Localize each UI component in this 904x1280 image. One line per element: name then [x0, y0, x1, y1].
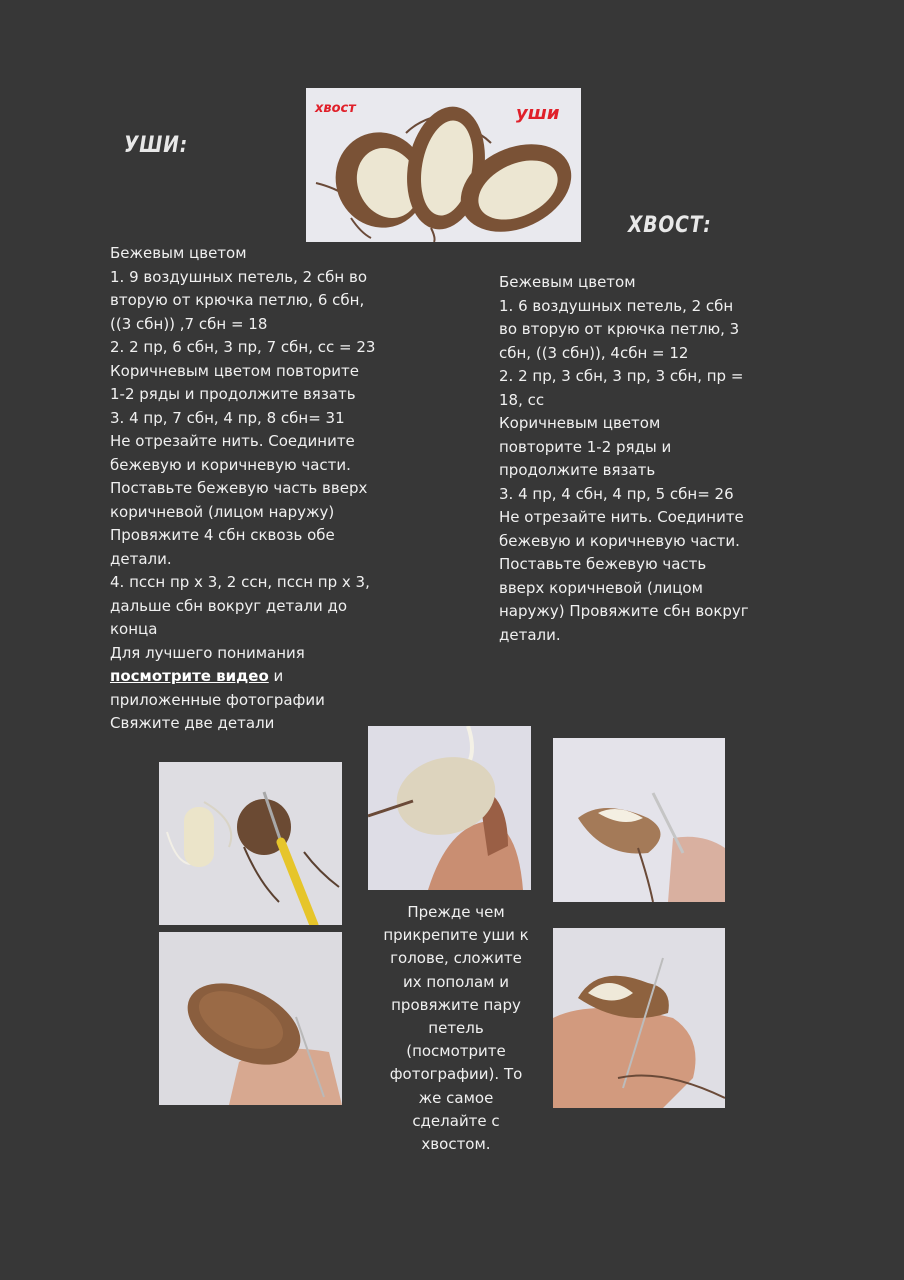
- tail-line: Не отрезайте нить. Соедините: [499, 508, 744, 526]
- video-suffix: и: [268, 667, 284, 685]
- ears-line: Бежевым цветом: [110, 244, 247, 262]
- ears-line: Не отрезайте нить. Соедините: [110, 432, 355, 450]
- top-photo-ears-and-tail: [306, 88, 581, 242]
- photo-folded-ear-in-hand: [553, 928, 725, 1108]
- ears-line: 1. 9 воздушных петель, 2 сбн во: [110, 267, 368, 286]
- tail-line: 3. 4 пр, 4 сбн, 4 пр, 5 сбн= 26: [499, 484, 734, 503]
- ears-heading: УШИ:: [124, 133, 189, 158]
- photo-two-pieces-with-hook: [159, 762, 342, 925]
- assembly-note: [362, 901, 550, 1156]
- ears-line: Свяжите две детали: [110, 714, 275, 732]
- tail-line: сбн, ((3 сбн)), 4сбн = 12: [499, 343, 689, 362]
- photo-folded-beige-piece: [368, 726, 531, 890]
- tail-heading: ХВОСТ:: [628, 213, 712, 238]
- note-line: провяжите пару: [391, 995, 521, 1014]
- ears-line: Провяжите 4 сбн сквозь обе: [110, 526, 335, 544]
- tail-line: во вторую от крючка петлю, 3: [499, 320, 740, 338]
- ears-line: 4. пссн пр х 3, 2 ссн, пссн пр х 3,: [110, 573, 370, 591]
- note-line: голове, сложите: [390, 949, 522, 968]
- tail-line: детали.: [499, 625, 561, 644]
- note-line: их пополам и: [403, 972, 509, 991]
- tail-instructions: [499, 271, 749, 647]
- ears-line: Коричневым цветом повторите: [110, 361, 360, 380]
- tail-line: повторите 1-2 ряды и: [499, 437, 672, 456]
- note-line: сделайте с: [412, 1111, 500, 1130]
- photo-label-ears: уши: [516, 103, 560, 124]
- tail-line: Коричневым цветом: [499, 414, 661, 432]
- photo-joined-piece-with-needle: [553, 738, 725, 902]
- ears-line: приложенные фотографии: [110, 690, 325, 709]
- note-line: хвостом.: [421, 1135, 491, 1154]
- tail-line: Поставьте бежевую часть: [499, 555, 707, 573]
- tail-line: 18, сс: [499, 390, 545, 409]
- note-line: Прежде чем: [407, 903, 505, 921]
- note-line: прикрепите уши к: [383, 926, 529, 945]
- ears-line: Поставьте бежевую часть вверх: [110, 479, 368, 497]
- ears-line: 3. 4 пр, 7 сбн, 4 пр, 8 сбн= 31: [110, 408, 345, 427]
- note-line: петель: [428, 1019, 484, 1038]
- tail-line: наружу) Провяжите сбн вокруг: [499, 602, 749, 620]
- tail-line: Бежевым цветом: [499, 273, 636, 291]
- watch-video-link[interactable]: посмотрите видео: [110, 667, 269, 685]
- ears-line: 2. 2 пр, 6 сбн, 3 пр, 7 сбн, сс = 23: [110, 338, 376, 356]
- tail-line: 1. 6 воздушных петель, 2 сбн: [499, 296, 734, 315]
- ears-line: детали.: [110, 549, 172, 568]
- tail-line: бежевую и коричневую части.: [499, 531, 740, 550]
- ears-instructions: [110, 242, 375, 736]
- photo-brown-piece-in-hand: [159, 932, 342, 1105]
- ears-video-line: [110, 665, 375, 689]
- ears-line: дальше сбн вокруг детали до: [110, 596, 348, 615]
- ears-line: конца: [110, 620, 158, 638]
- note-line: фотографии). То: [389, 1065, 523, 1084]
- note-line: же самое: [418, 1088, 494, 1107]
- photo-label-tail: хвост: [315, 101, 356, 116]
- tail-line: 2. 2 пр, 3 сбн, 3 пр, 3 сбн, пр =: [499, 367, 744, 385]
- ears-line: 1-2 ряды и продолжите вязать: [110, 385, 356, 403]
- note-line: (посмотрите: [406, 1042, 506, 1061]
- ears-line: вторую от крючка петлю, 6 сбн,: [110, 291, 365, 309]
- ears-line: ((3 сбн)) ,7 сбн = 18: [110, 314, 268, 333]
- ears-line: коричневой (лицом наружу): [110, 502, 335, 521]
- tail-line: вверх коричневой (лицом: [499, 578, 703, 597]
- ears-line: Для лучшего понимания: [110, 643, 305, 662]
- ears-line: бежевую и коричневую части.: [110, 455, 351, 474]
- tail-line: продолжите вязать: [499, 461, 656, 479]
